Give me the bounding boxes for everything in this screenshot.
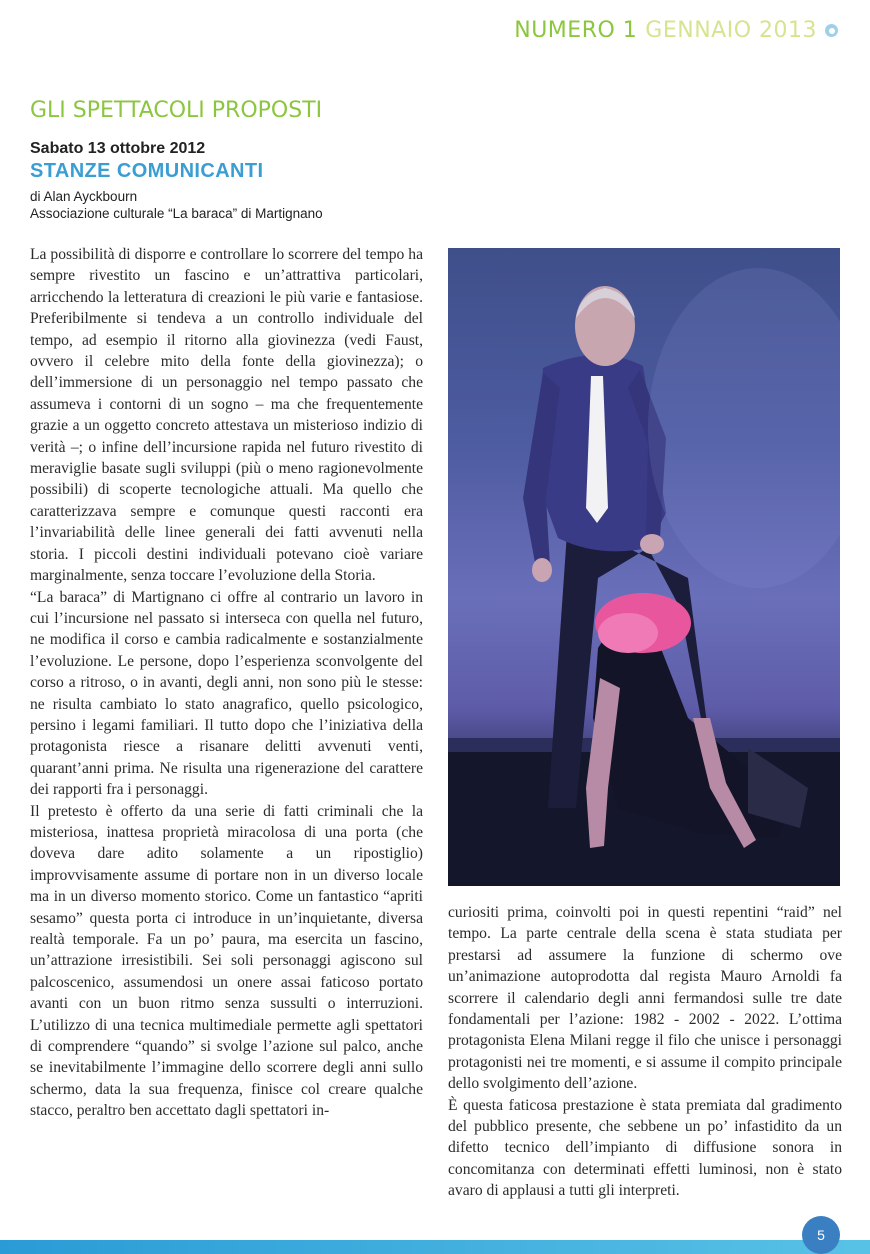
section-title: GLI SPETTACOLI PROPOSTI bbox=[30, 98, 323, 123]
article-paragraph: È questa faticosa prestazione è stata premiata dal gradimento del pubblico presente, che sebbene un po’ infastidito da un difetto tecnico dell’impianto di diffusione sonora in concomitanza con determinati effetti luminosi, non è stato avaro di applausi a tutti gli interpreti. bbox=[448, 1096, 842, 1200]
woman-hair-highlight bbox=[598, 613, 658, 653]
article-right-column bbox=[448, 902, 842, 1202]
man-hand bbox=[640, 534, 664, 554]
footer-bar bbox=[0, 1240, 870, 1254]
event-title: STANZE COMUNICANTI bbox=[30, 160, 264, 182]
article-left-column bbox=[30, 244, 423, 1122]
circle-bullet-icon bbox=[825, 24, 838, 37]
page-number-badge bbox=[802, 1216, 840, 1254]
article-paragraph: La possibilità di disporre e controllare lo scorrere del tempo ha sempre rivestito un fascino e un’attrattiva particolari, arricchendo la letteratura di creazioni le più varie e fantasiose. Preferibilmente si tendeva a un controllo individuale del tempo, ad esempio il ritorno alla giovinezza (vedi Faust, ovvero il celebre mito della fonte della giovinezza); o dell’immersione di un personaggio nel tempo passato che assumeva i contorni di un sogno – ma che frequentemente grazie a un oggetto concreto attestava un misterioso indizio di verità –; o infine dell’incursione rapida nel futuro rivestito di meraviglie basate sugli sviluppi (più o meno ragionevolmente possibili) di scoperte tecnologiche attuali. Ma quello che caratterizzava sempre e comunque questi racconti era l’invariabilità delle linee generali dei fatti avvenuti nella storia. I piccoli destini individuali potevano cioè variare marginalmente, senza toccare l’evoluzione della Storia. bbox=[30, 246, 423, 585]
issue-date: GENNAIO 2013 bbox=[645, 18, 817, 43]
article-paragraph: curiositi prima, coinvolti poi in questi repentini “raid” nel tempo. La parte centrale della scena è stata studiata per prestarsi ad assumere la funzione di schermo ove un’animazione autoprodotta dal regista Mauro Arnoldi fa scorrere il calendario degli anni fermandosi sulle tre date fondamentali per l’azione: 1982 - 2002 - 2022. L’ottima protagonista Elena Milani regge il filo che unisce i personaggi protagonisti nei tre momenti, e si assume il compito principale dello svolgimento dell’azione. bbox=[448, 904, 842, 1093]
issue-number: NUMERO 1 bbox=[514, 18, 638, 43]
man-hand bbox=[532, 558, 552, 582]
event-company: Associazione culturale “La baraca” di Martignano bbox=[30, 206, 323, 221]
article-paragraph: “La baraca” di Martignano ci offre al contrario un lavoro in cui l’incursione nel passato si interseca con quella nel futuro, ne modifica il corso e cambia radicalmente e sostanzialmente l’evoluzione. Le persone, dopo l’esperienza sconvolgente del corso a ritroso, o in avanti, degli anni, non sono più le stesse: ne risulta cambiato lo stato anagrafico, quello psicologico, persino i legami familiari. Il tutto dopo che l’iniziativa della protagonista riesce a risanare delitti avvenuti venti, quarant’anni prima. Ne risulta una rigenerazione del carattere dei rapporti fra i personaggi. bbox=[30, 588, 423, 799]
stage-photo-illustration bbox=[448, 248, 840, 886]
event-date: Sabato 13 ottobre 2012 bbox=[30, 140, 206, 157]
stage-photo bbox=[448, 248, 840, 886]
article-paragraph: Il pretesto è offerto da una serie di fatti criminali che la misteriosa, inattesa proprietà miracolosa di una porta (che doveva dare adito solamente a un ripostiglio) improvvisamente assume di portare non in un diverso locale ma in un diverso momento storico. Come un fantastico “apriti sesamo” questa porta ci introduce in un’inquietante, diversa realtà temporale. Fa un po’ paura, ma esercita un fascino, un’attrazione irresistibili. Sei soli personaggi agiscono sul palcoscenico, assumendosi un onere assai faticoso portato avanti con un buon ritmo senza sussulti o interruzioni. L’utilizzo di una tecnica multimediale permette agli spettatori di comprendere “quando” si svolge l’azione sul palco, anche se inevitabilmente l’immagine dello scorrere degli anni sullo schermo, data la sua frequenza, finisce col creare qualche stacco, peraltro ben accettato dagli spettatori in- bbox=[30, 802, 423, 1120]
stage-light bbox=[648, 268, 840, 588]
page-number: 5 bbox=[817, 1227, 825, 1243]
event-author: di Alan Ayckbourn bbox=[30, 189, 138, 204]
issue-header bbox=[514, 18, 838, 43]
